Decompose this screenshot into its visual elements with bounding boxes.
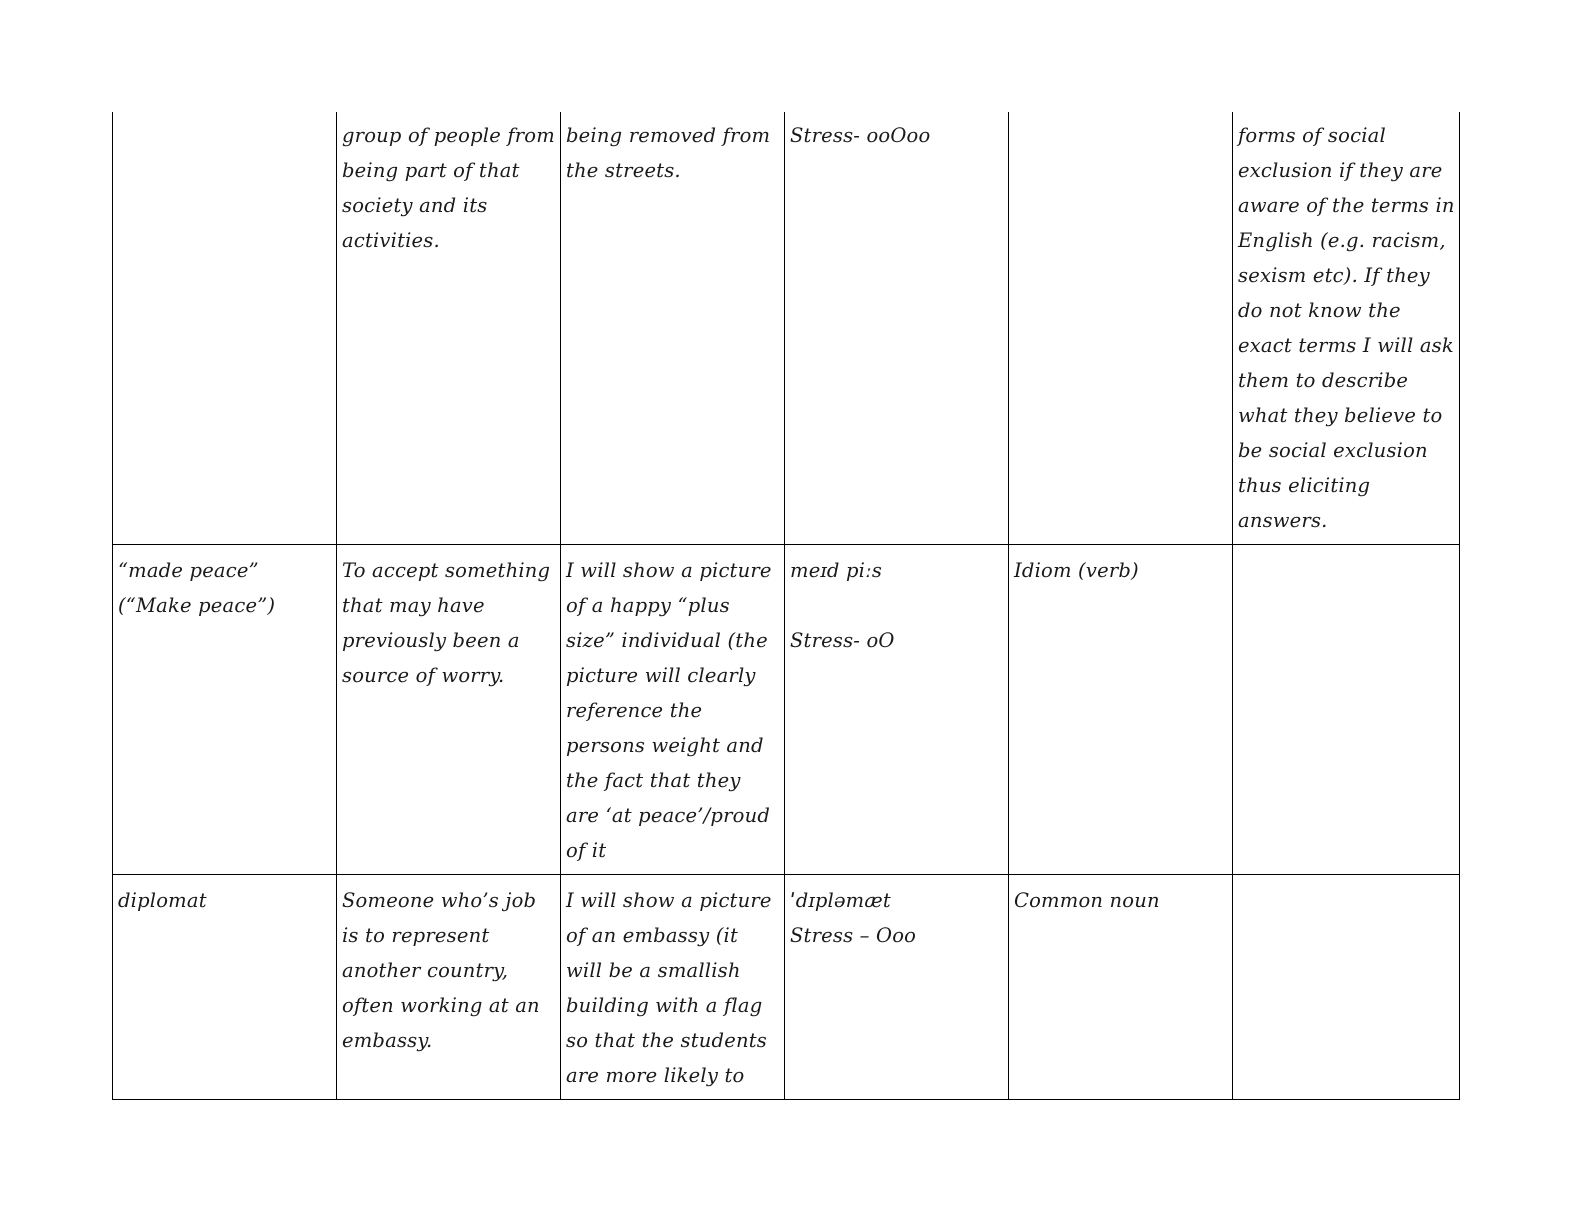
concept-check-cell: [561, 875, 785, 1100]
notes-cell: [1233, 112, 1460, 545]
concept-check-cell: [561, 112, 785, 545]
pronunciation-cell: [785, 545, 1009, 875]
table-row: [113, 875, 1460, 1100]
definition-text: To accept something that may have previously been a source of worry.: [342, 559, 551, 687]
form-text: Common noun: [1014, 889, 1160, 912]
definition-cell: [337, 545, 561, 875]
definition-cell: [337, 875, 561, 1100]
pronunciation-text: Stress- ooOoo: [790, 124, 931, 147]
notes-cell: [1233, 545, 1460, 875]
table-row: [113, 545, 1460, 875]
notes-text: forms of social exclusion if they are aware of the terms in English (e.g. racism, sexism etc). If they do not know the exact terms I will ask them to describe what they believe to be social exclusion thus eliciting answers.: [1238, 124, 1455, 532]
form-text: Idiom (verb): [1014, 559, 1139, 582]
table-row: [113, 112, 1460, 545]
form-cell: [1009, 112, 1233, 545]
definition-text: group of people from being part of that society and its activities.: [342, 124, 555, 252]
pronunciation-cell: [785, 875, 1009, 1100]
word-text: diplomat: [118, 889, 207, 912]
form-cell: [1009, 545, 1233, 875]
notes-cell: [1233, 875, 1460, 1100]
word-cell: [113, 875, 337, 1100]
pronunciation-text: meɪd piːs: [790, 559, 883, 582]
form-cell: [1009, 875, 1233, 1100]
concept-check-cell: [561, 545, 785, 875]
word-cell: [113, 545, 337, 875]
word-text-alt: (“Make peace”): [118, 594, 276, 617]
definition-text: Someone who’s job is to represent another country, often working at an embassy.: [342, 889, 540, 1052]
stress-pattern-text: Stress- oO: [790, 629, 895, 652]
pronunciation-cell: [785, 112, 1009, 545]
pronunciation-text: ˈdɪpləmæt: [790, 889, 891, 912]
word-text: “made peace”: [118, 559, 259, 582]
vocabulary-table: [112, 112, 1460, 1100]
word-cell: [113, 112, 337, 545]
stress-pattern-text: Stress – Ooo: [790, 924, 917, 947]
concept-check-text: I will show a picture of a happy “plus size” individual (the picture will clearly reference the persons weight and the fact that they are ‘at peace’/proud of it: [566, 559, 772, 862]
concept-check-text: I will show a picture of an embassy (it will be a smallish building with a flag so that the students are more likely to: [566, 889, 772, 1087]
definition-cell: [337, 112, 561, 545]
concept-check-text: being removed from the streets.: [566, 124, 771, 182]
